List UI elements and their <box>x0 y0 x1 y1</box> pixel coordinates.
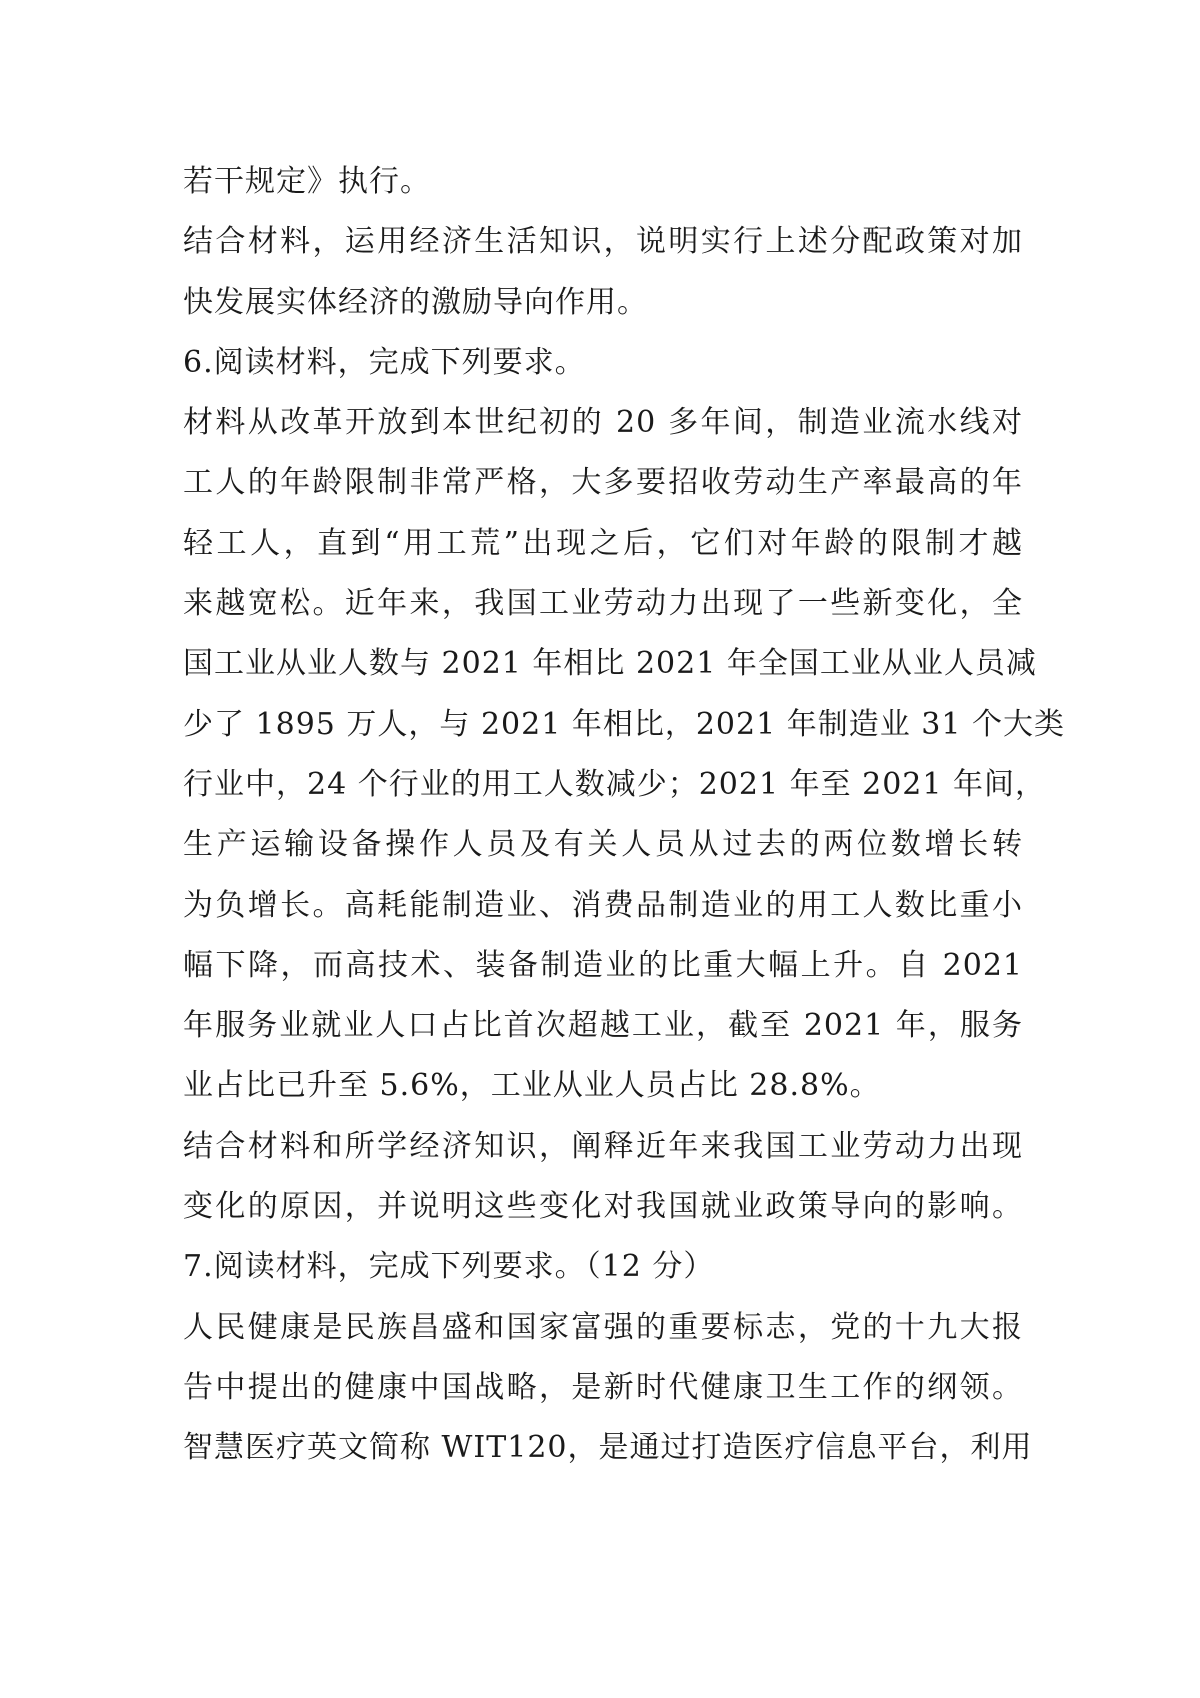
text-line: 变化的原因，并说明这些变化对我国就业政策导向的影响。 <box>183 1189 1023 1225</box>
text-line: 人民健康是民族昌盛和国家富强的重要标志，党的十九大报 <box>183 1309 1023 1345</box>
text-line: 行业中，24 个行业的用工人数减少；2021 年至 2021 年间， <box>183 766 1047 802</box>
text-line: 结合材料，运用经济生活知识，说明实行上述分配政策对加 <box>183 224 1023 260</box>
text-line: 生产运输设备操作人员及有关人员从过去的两位数增长转 <box>183 827 1023 863</box>
text-line: 幅下降，而高技术、装备制造业的比重大幅上升。自 2021 <box>183 947 1023 983</box>
text-line: 来越宽松。近年来，我国工业劳动力出现了一些新变化，全 <box>183 586 1023 622</box>
text-line: 为负增长。高耗能制造业、消费品制造业的用工人数比重小 <box>183 887 1023 923</box>
question-heading: 6.阅读材料，完成下列要求。 <box>183 344 586 380</box>
text-line: 材料从改革开放到本世纪初的 20 多年间，制造业流水线对 <box>183 405 1023 441</box>
text-line: 轻工人，直到“用工荒”出现之后，它们对年龄的限制才越 <box>183 525 1023 561</box>
text-line: 若干规定》执行。 <box>183 164 431 199</box>
text-line: 快发展实体经济的激励导向作用。 <box>183 284 648 320</box>
document-body <box>183 152 1065 1479</box>
question-heading: 7.阅读材料，完成下列要求。（12 分） <box>183 1249 715 1285</box>
text-line: 业占比已升至 5.6%，工业从业人员占比 28.8%。 <box>183 1068 881 1104</box>
text-line: 工人的年龄限制非常严格，大多要招收劳动生产率最高的年 <box>183 465 1023 501</box>
text-line: 结合材料和所学经济知识，阐释近年来我国工业劳动力出现 <box>183 1128 1023 1164</box>
text-line: 智慧医疗英文简称 WIT120，是通过打造医疗信息平台，利用 <box>183 1430 1033 1466</box>
text-line: 告中提出的健康中国战略，是新时代健康卫生工作的纲领。 <box>183 1369 1023 1405</box>
text-line: 少了 1895 万人，与 2021 年相比，2021 年制造业 31 个大类 <box>183 706 1065 742</box>
text-line: 国工业从业人数与 2021 年相比 2021 年全国工业从业人员减 <box>183 646 1037 682</box>
text-line: 年服务业就业人口占比首次超越工业，截至 2021 年，服务 <box>183 1008 1023 1044</box>
